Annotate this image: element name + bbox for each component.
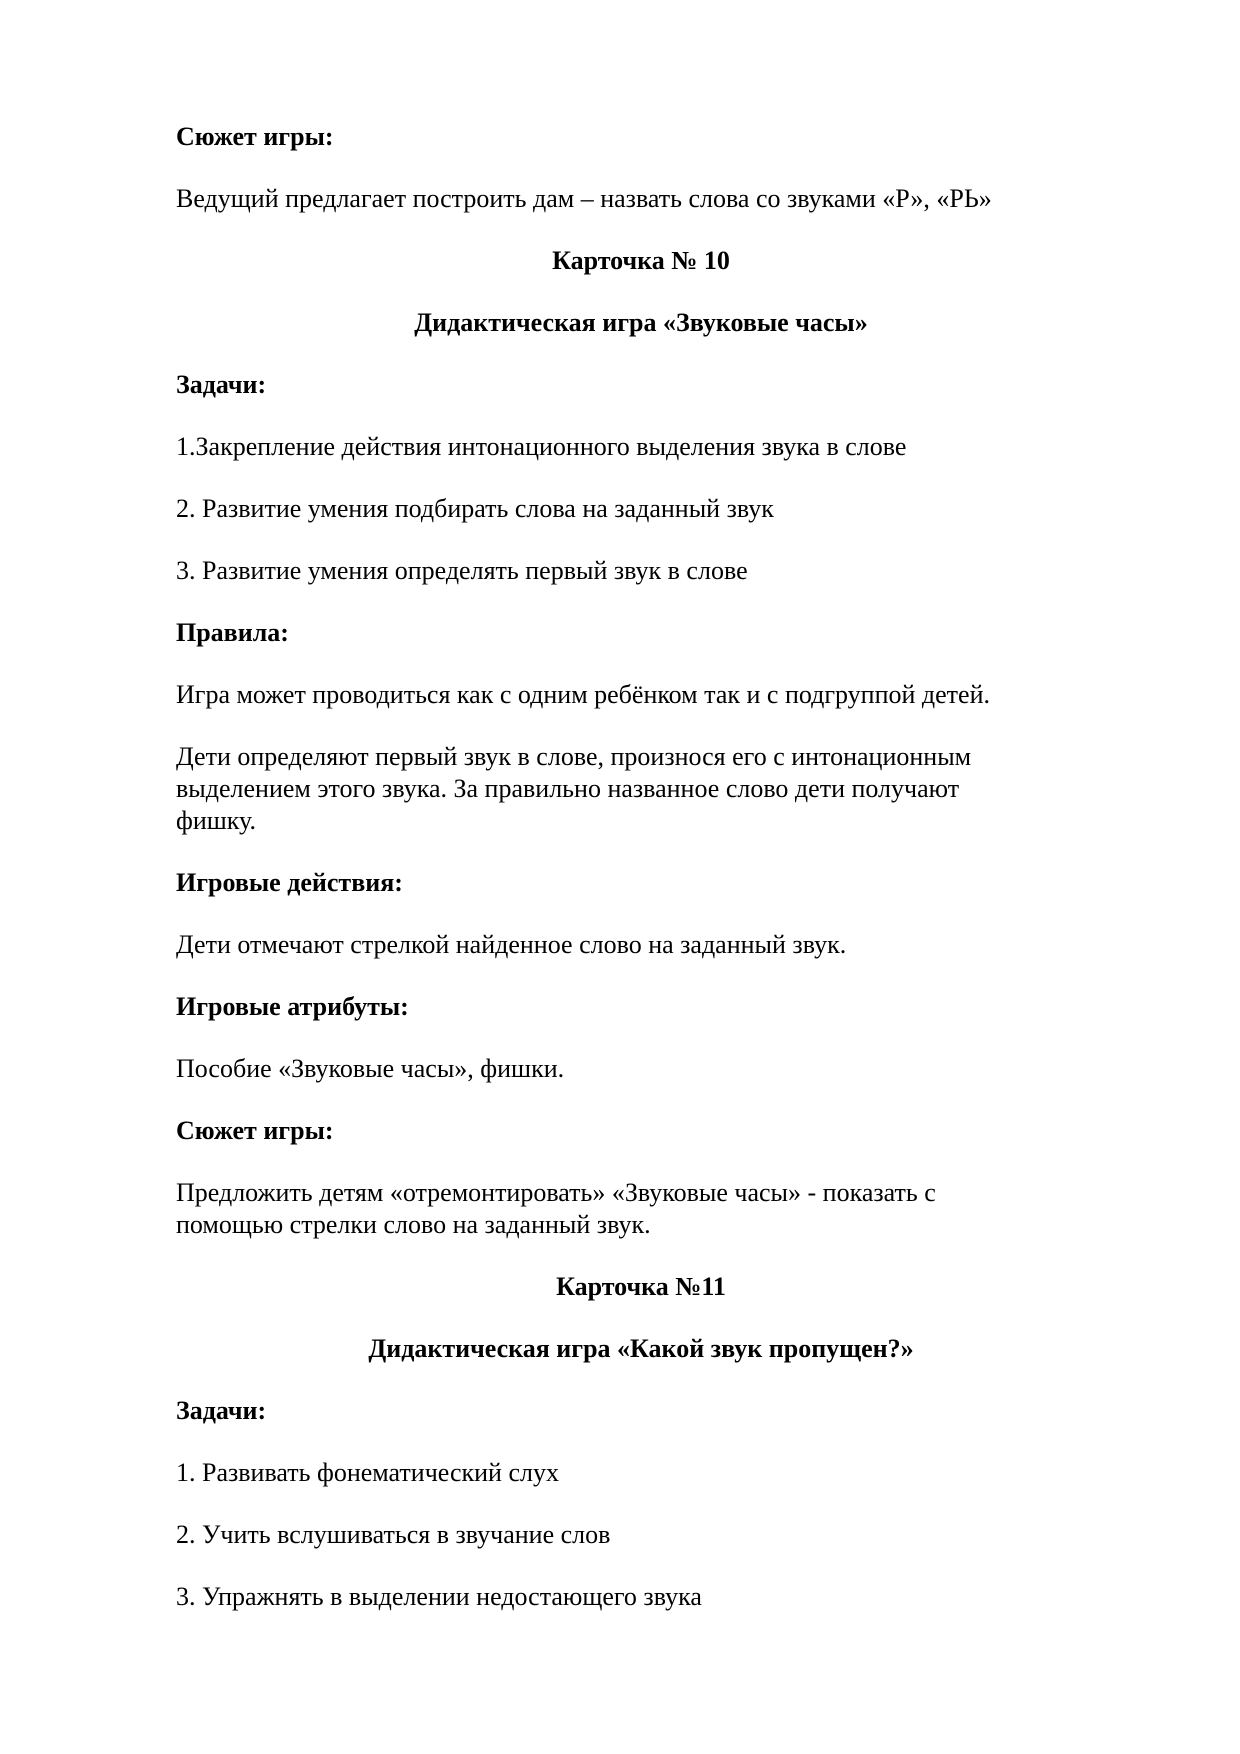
rules-text: выделением этого звука. За правильно названное слово дети получают — [176, 774, 960, 803]
plot-heading: Сюжет игры: — [176, 122, 334, 151]
plot-heading: Сюжет игры: — [176, 1116, 334, 1145]
task-item: 2. Развитие умения подбирать слова на заданный звук — [176, 494, 774, 523]
card-title: Карточка № 10 — [552, 246, 730, 275]
plot-text: Ведущий предлагает построить дам – назвать слова со звуками «Р», «РЬ» — [176, 184, 992, 213]
tasks-heading: Задачи: — [176, 1396, 267, 1425]
attributes-heading: Игровые атрибуты: — [176, 992, 409, 1021]
task-item: 1.Закрепление действия интонационного выделения звука в слове — [176, 432, 907, 461]
task-item: 1. Развивать фонематический слух — [176, 1458, 559, 1487]
game-title: Дидактическая игра «Какой звук пропущен?» — [368, 1334, 914, 1363]
task-item: 2. Учить вслушиваться в звучание слов — [176, 1520, 611, 1549]
rules-text: Игра может проводиться как с одним ребёнком так и с подгруппой детей. — [176, 680, 990, 709]
task-item: 3. Упражнять в выделении недостающего звука — [176, 1582, 702, 1611]
plot-text: Предложить детям «отремонтировать» «Звуковые часы» - показать с — [176, 1178, 936, 1207]
game-title: Дидактическая игра «Звуковые часы» — [414, 308, 868, 337]
actions-heading: Игровые действия: — [176, 868, 403, 897]
rules-text: Дети определяют первый звук в слове, произнося его с интонационным — [176, 742, 972, 771]
rules-text: фишку. — [176, 806, 256, 835]
card-title: Карточка №11 — [556, 1272, 726, 1301]
actions-text: Дети отмечают стрелкой найденное слово на заданный звук. — [176, 930, 847, 959]
tasks-heading: Задачи: — [176, 370, 267, 399]
attributes-text: Пособие «Звуковые часы», фишки. — [176, 1054, 565, 1083]
rules-heading: Правила: — [176, 618, 289, 647]
plot-text: помощью стрелки слово на заданный звук. — [176, 1210, 651, 1239]
task-item: 3. Развитие умения определять первый звук в слове — [176, 556, 748, 585]
